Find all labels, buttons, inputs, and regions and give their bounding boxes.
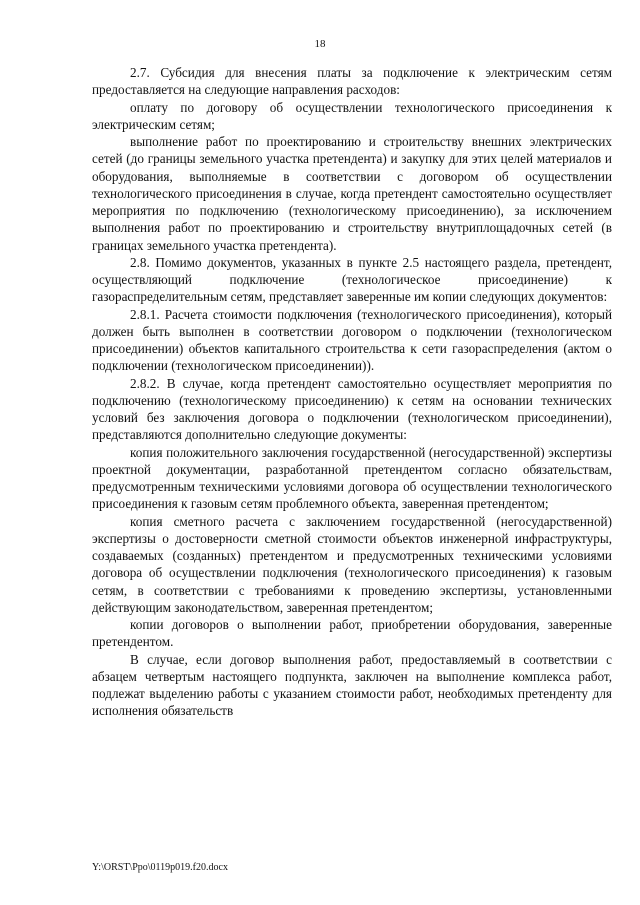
page-number: 18: [314, 38, 326, 50]
paragraph-2-8-2: 2.8.2. В случае, когда претендент самостоятельно осуществляет мероприятия по подключению (технологическому присоединению) к сетям на основании технических условий без заключения договора о подключении (технологическом присоединении), представляются дополнительно следующие документы:: [92, 375, 612, 443]
paragraph-expertise-copy: копия положительного заключения государственной (негосударственной) экспертизы проектной документации, разработанной претендентом согласно обязательствам, предусмотренным техническими условиями договора об осуществлении технологического присоединения к газовым сетям проблемного объекта, заверенная претендентом;: [92, 444, 612, 512]
paragraph-2-7: 2.7. Субсидия для внесения платы за подключение к электрическим сетям предоставляется на следующие направления расходов:: [92, 65, 612, 98]
paragraph-payment-contract: оплату по договору об осуществлении технологического присоединения к электрическим сетям;: [92, 99, 612, 132]
paragraph-design-construction: выполнение работ по проектированию и строительству внешних электрических сетей (до границы земельного участка претендента) и закупку для этих целей материалов и оборудования, выполняемые в соответствии с договором об осуществлении технологического присоединения в случае, когда претендент самостоятельно осуществляет мероприятия по подключению (технологическому присоединению), за исключением выполнения работ по проектированию и строительству внутриплощадочных сетей (в границах земельного участка претендента).: [92, 134, 612, 253]
paragraph-2-8: 2.8. Помимо документов, указанных в пункте 2.5 настоящего раздела, претендент, осуществляющий подключение (технологическое присоединение) к газораспределительным сетям, представляет заверенные им копии следующих документов:: [92, 254, 612, 305]
paragraph-estimate-copy: копия сметного расчета с заключением государственной (негосударственной) экспертизы о достоверности сметной стоимости объектов инженерной инфраструктуры, создаваемых (созданных) претендентом и предусмотренных техническими условиями договора об осуществлении подключения (технологического присоединения) к газовым сетям, в соответствии с требованиями к проведению экспертизы, установленными действующим законодательством, заверенная претендентом;: [92, 513, 612, 615]
document-body: [92, 64, 612, 720]
paragraph-contract-case: В случае, если договор выполнения работ, предоставляемый в соответствии с абзацем четвертым настоящего подпункта, заключен на выполнение комплекса работ, подлежат выделению работы с указанием стоимости работ, необходимых претенденту для исполнения обязательств: [92, 651, 612, 719]
paragraph-2-8-1: 2.8.1. Расчета стоимости подключения (технологического присоединения), который должен быть выполнен в соответствии договором о подключении (технологическом присоединении) объектов капитального строительства к сети газораспределения (актом о подключении (технологическом присоединении)).: [92, 306, 612, 374]
footer-file-path: Y:\ORST\Ppo\0119p019.f20.docx: [92, 862, 228, 873]
paragraph-contracts-copy: копии договоров о выполнении работ, приобретении оборудования, заверенные претендентом.: [92, 617, 612, 650]
